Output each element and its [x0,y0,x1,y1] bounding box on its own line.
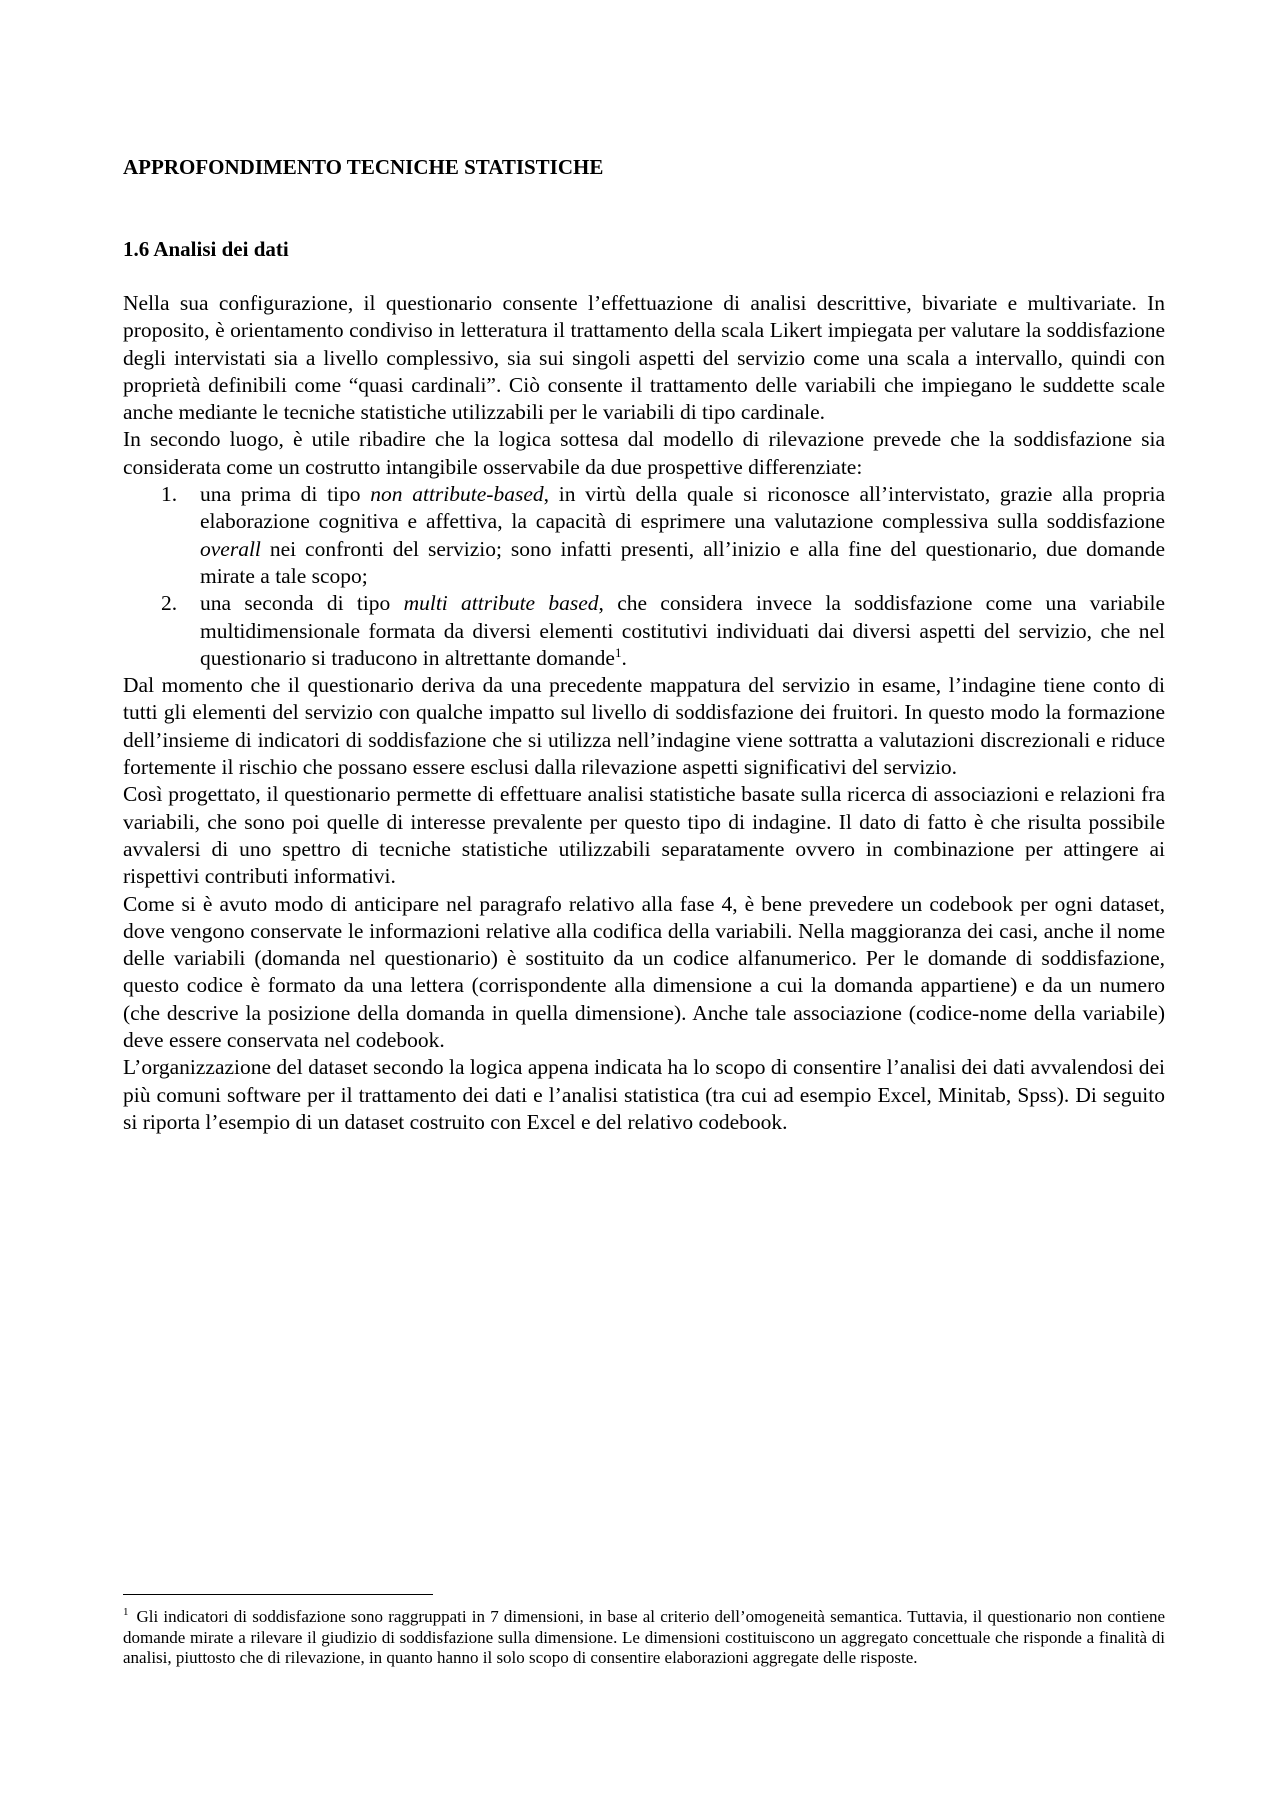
list-item-text: nei confronti del servizio; sono infatti presenti, all’inizio e alla fine del questionario, due domande mirate a tale scopo; [200,536,1165,588]
paragraph-1: Nella sua configurazione, il questionario consente l’effettuazione di analisi descrittive, bivariate e multivariate. In proposito, è orientamento condiviso in letteratura il trattamento della scala Likert impiegata per valutare la soddisfazione degli intervistati sia a livello complessivo, sia sui singoli aspetti del servizio come una scala a intervallo, quindi con proprietà definibili come “quasi cardinali”. Ciò consente il trattamento delle variabili che impiegano le suddette scale anche mediante le tecniche statistiche utilizzabili per le variabili di tipo cardinale. [123,291,1165,425]
list-item-text: , in virtù della quale si riconosce all’intervistato, grazie alla propria elaborazione cognitiva e affettiva, la capacità di esprimere una valutazione complessiva sulla soddisfazione [200,482,1166,534]
list-item-text: , che considera invece la soddisfazione come una variabile multidimensionale formata da diversi elementi costitutivi individuati dai diversi aspetti del servizio, che nel questionario si traducono in altrettante domande [200,591,1165,670]
list-item [123,481,1165,590]
list-item-emphasis: overall [200,536,261,561]
paragraph-2: In secondo luogo, è utile ribadire che la logica sottesa dal modello di rilevazione prevede che la soddisfazione sia considerata come un costrutto intangibile osservabile da due prospettive differenziate: [123,427,1165,479]
list-item-text: una prima di tipo [200,482,371,507]
list-item-text: . [621,645,627,670]
list-item-number: 1. [161,482,178,507]
paragraph-4: Così progettato, il questionario permette di effettuare analisi statistiche basate sulla ricerca di associazioni e relazioni fra variabili, che sono poi quelle di interesse prevalente per questo tipo di indagine. Il dato di fatto è che risulta possibile avvalersi di uno spettro di tecniche statistiche utilizzabili separatamente ovvero in combinazione per attingere ai rispettivi contributi informativi. [123,782,1165,889]
footnote-reference[interactable]: 1 [614,644,622,660]
document-title: APPROFONDIMENTO TECNICHE STATISTICHE [123,155,604,179]
section-body [123,290,1165,1136]
footnote-divider [123,1594,433,1595]
footnote [123,1607,1165,1669]
footnote-mark: 1 [123,1606,129,1619]
section-heading: 1.6 Analisi dei dati [123,237,289,261]
list-item-emphasis: multi attribute based [403,591,599,616]
paragraph-5: Come si è avuto modo di anticipare nel paragrafo relativo alla fase 4, è bene prevedere un codebook per ogni dataset, dove vengono conservate le informazioni relative alla codifica della variabili. Nella maggioranza dei casi, anche il nome delle variabili (domanda nel questionario) è sostituito da un codice alfanumerico. Per le domande di soddisfazione, questo codice è formato da una lettera (corrispondente alla dimensione a cui la domanda appartiene) e da un numero (che descrive la posizione della domanda in quella dimensione). Anche tale associazione (codice-nome della variabile) deve essere conservata nel codebook. [123,891,1165,1053]
paragraph-6: L’organizzazione del dataset secondo la logica appena indicata ha lo scopo di consentire l’analisi dei dati avvalendosi dei più comuni software per il trattamento dei dati e l’analisi statistica (tra cui ad esempio Excel, Minitab, Spss). Di seguito si riporta l’esempio di un dataset costruito con Excel e del relativo codebook. [123,1055,1165,1134]
list-item-text: una seconda di tipo [200,591,404,616]
paragraph-3: Dal momento che il questionario deriva da una precedente mappatura del servizio in esame, l’indagine tiene conto di tutti gli elementi del servizio con qualche impatto sul livello di soddisfazione dei fruitori. In questo modo la formazione dell’insieme di indicatori di soddisfazione che si utilizza nell’indagine viene sottratta a valutazioni discrezionali e riduce fortemente il rischio che possano essere esclusi dalla rilevazione aspetti significativi del servizio. [123,673,1165,780]
document-page [123,0,1165,1811]
footnote-text: Gli indicatori di soddisfazione sono raggruppati in 7 dimensioni, in base al criterio dell’omogeneità semantica. Tuttavia, il questionario non contiene domande mirate a rilevare il giudizio di soddisfazione sulla dimensione. Le dimensioni costituiscono un aggregato concettuale che risponde a finalità di analisi, piuttosto che di rilevazione, in quanto hanno il solo scopo di consentire elaborazioni aggregate delle risposte. [123,1607,1165,1667]
list-item [123,590,1165,672]
list-item-emphasis: non attribute-based [370,482,544,507]
perspectives-list [123,481,1165,672]
list-item-number: 2. [161,591,178,616]
